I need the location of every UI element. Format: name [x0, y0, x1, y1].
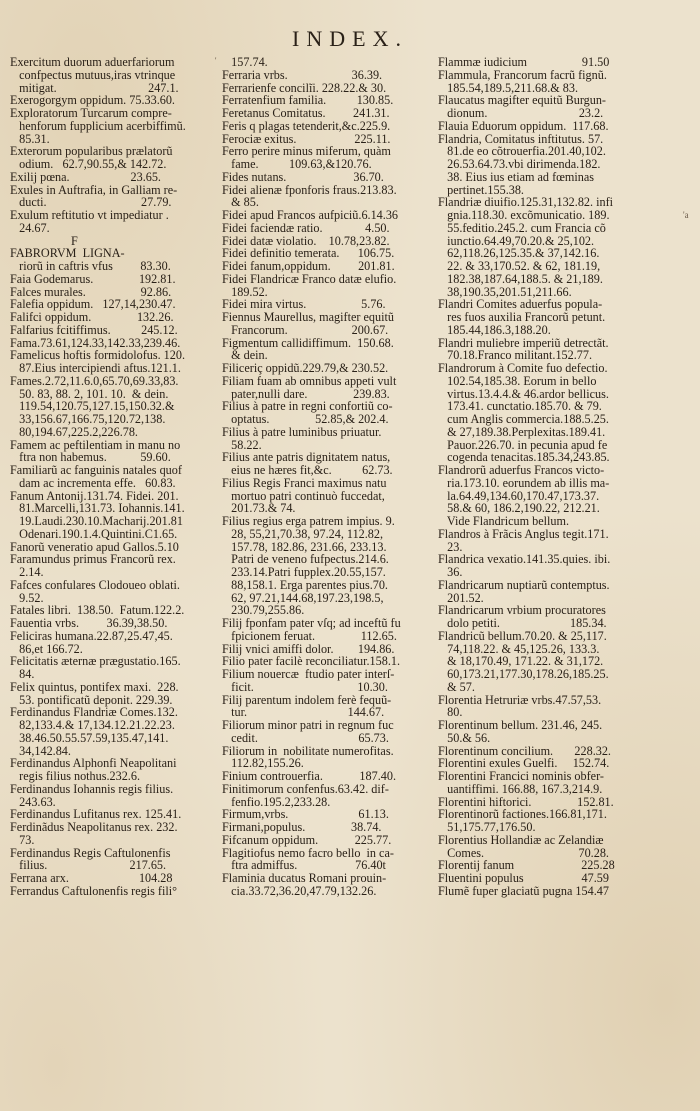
index-entry-line: odium. 62.7,90.55,& 142.72.	[10, 157, 167, 171]
index-entry-line: Odenari.190.1.4.Quintini.C1.65.	[10, 526, 178, 541]
index-entry-line: Falfarius fcitiffimus. 245.12.	[10, 322, 178, 337]
index-entry-line: 23.	[438, 539, 463, 554]
index-entry-line: Ferratenfium familia. 130.85.	[222, 93, 394, 108]
index-entry-line: Flandricarum vrbium procuratores	[438, 603, 606, 618]
index-entry-line: Ferdinãdus Neapolitanus rex. 232.	[10, 820, 178, 834]
index-entry-line: 73.	[10, 832, 35, 847]
index-entry-line: 189.52.	[222, 284, 268, 299]
index-entry-line: 243.63.	[10, 794, 56, 809]
index-entry-line: pater,nulli dare. 239.83.	[222, 386, 390, 401]
index-entry-line: 74,118.22. & 45,125.26, 133.3.	[438, 641, 600, 656]
index-entry-line: mitigat. 247.1.	[10, 80, 179, 95]
index-entry-line: riorũ in caftris vfus 83.30.	[10, 259, 171, 273]
index-entry-line: Flandriæ diuifio.125.31,132.82. infi	[438, 195, 614, 210]
index-entry-line: 185.54,189.5,211.68.& 83.	[438, 80, 579, 95]
index-entry-line: Florentia Hetruriæ vrbs.47.57,53.	[438, 692, 602, 707]
index-entry-line: Feris q plagas tetenderit,&c.225.9.	[222, 118, 391, 133]
index-entry-line: Flandrica vexatio.141.35.quies. ibi.	[438, 552, 611, 567]
index-entry-line: Finitimorum confenfus.63.42. dif-	[222, 781, 389, 796]
index-entry-line: Filius Regis Franci maximus natu	[222, 475, 387, 490]
index-entry-line: Flagitiofus nemo facro bello in ca-	[222, 845, 394, 860]
margin-mark: 'a	[683, 210, 689, 220]
index-entry-line: & 85.	[222, 195, 259, 210]
index-entry-line: Francorum. 200.67.	[222, 322, 389, 337]
index-entry-line: 22. & 33,170.52. & 62, 181.19,	[438, 259, 601, 273]
index-entry-line: 51,175.77,176.50.	[438, 820, 536, 834]
index-entry-line: 58.& 60, 186.2,190.22, 212.21.	[438, 501, 600, 516]
index-entry-line: cogenda tenacitas.185.34,243.85.	[438, 450, 610, 465]
index-entry-line: Finium controuerfia. 187.40.	[222, 769, 396, 783]
index-entry-line: 38.46.50.55.57.59,135.47,141.	[10, 730, 169, 745]
index-entry-line: Ferdinandus Lufitanus rex. 125.41.	[10, 807, 182, 822]
index-entry-line: filius. 217.65.	[10, 858, 167, 873]
index-entry-line: ftra admiffus. 76.40t	[222, 858, 386, 873]
index-entry-line: Flandricũ bellum.70.20. & 25,117.	[438, 628, 607, 643]
index-entry-line: 19.Laudi.230.10.Macharij.201.81	[10, 514, 183, 528]
index-entry-line: 28, 55,21,70.38, 97.24, 112.82,	[222, 526, 384, 541]
index-entry-line: 201.52.	[438, 590, 484, 605]
index-entry-line: 50.& 56.	[438, 730, 491, 745]
index-entry-line: Flaucatus magifter equitũ Burgun-	[438, 93, 606, 108]
index-entry-line: Ferraria vrbs. 36.39.	[222, 67, 383, 82]
index-entry-line: 55.feditio.245.2. cum Francia cõ	[438, 220, 606, 235]
index-entry-line: Filius à patre luminibus priuatur.	[222, 424, 382, 439]
index-entry-line: Flandria, Comitatus inftitutus. 57.	[438, 131, 604, 146]
index-entry-line: 9.52.	[10, 590, 44, 605]
index-entry-line: Fidei fanum,oppidum. 201.81.	[222, 259, 395, 273]
index-entry-line: Firmani,populus. 38.74.	[222, 820, 382, 834]
index-entry-line: 33,156.67,166.75,120.72,138.	[10, 412, 166, 426]
index-entry-line: Filio pater facilè reconciliatur.158.1.	[222, 654, 401, 669]
index-entry-line: Flandrorũ aduerfus Francos victo-	[438, 463, 605, 477]
page-marker: '	[215, 56, 217, 65]
index-entry-line: Filij parentum indolem ferè fequũ-	[222, 692, 392, 707]
index-entry-line: 24.67.	[10, 220, 50, 235]
index-entry-line: Comes. 70.28.	[438, 845, 609, 860]
index-entry-line: 233.14.Patri fupplex.20.55,157.	[222, 565, 386, 579]
index-entry-line: Feretanus Comitatus. 241.31.	[222, 106, 390, 120]
index-entry-line: Filius ante patris dignitatem natus,	[222, 450, 391, 465]
index-entry-line: 70.18.Franco militant.152.77.	[438, 348, 593, 363]
index-entry-line: Ferdinandus Flandriæ Comes.132.	[10, 705, 178, 720]
index-entry-line: mortuo patri continuò fuccedat,	[222, 488, 385, 503]
index-entry-line: FABRORVM LIGNA-	[10, 246, 125, 261]
index-entry-line: Exterorum popularibus prælatorũ	[10, 144, 173, 159]
index-entry-line: Exploratorum Turcarum compre-	[10, 106, 172, 120]
index-entry-line: Felix quintus, pontifex maxi. 228.	[10, 679, 179, 694]
index-entry-line: Exilij pœna. 23.65.	[10, 169, 161, 184]
index-entry-line: Exules in Auftrafia, in Galliam re-	[10, 182, 178, 197]
index-entry-line: Flauia Eduorum oppidum. 117.68.	[438, 118, 609, 133]
index-entry-line: Faramundus primus Francorũ rex.	[10, 552, 176, 567]
index-entry-line: Florentini hiftorici. 152.81.	[438, 794, 614, 809]
index-entry-line: Exulum reftitutio vt impediatur .	[10, 208, 169, 222]
index-entry-line: Filiam fuam ab omnibus appeti vult	[222, 373, 397, 388]
index-entry-line: 26.53.64.73.vbi dirimenda.182.	[438, 157, 601, 171]
page-title: INDEX.	[292, 26, 408, 51]
index-entry-line: Florentini Francici nominis obfer-	[438, 769, 604, 783]
index-entry-line: Fides nutans. 36.70.	[222, 169, 384, 184]
index-entry-line: Fidei apud Francos aufpiciũ.6.14.36	[222, 208, 399, 222]
index-entry-line: cedit. 65.73.	[222, 730, 389, 745]
index-entry-line: Feliciras humana.22.87,25.47,45.	[10, 628, 173, 643]
index-entry-line: Fama.73.61,124.33,142.33,239.46.	[10, 335, 181, 350]
index-entry-line: ducti. 27.79.	[10, 195, 172, 210]
index-entry-line: Fidei mira virtus. 5.76.	[222, 297, 386, 312]
index-entry-line: 81.de eo cõtrouerfia.201.40,102.	[438, 144, 606, 159]
index-entry-line: Ferdinandus Iohannis regis filius.	[10, 781, 174, 796]
index-entry-line: la.64.49,134.60,170.47,173.37.	[438, 488, 600, 503]
index-entry-line: 60,173.21,177.30,178.26,185.25.	[438, 667, 609, 681]
index-entry-line: & dein.	[222, 348, 268, 363]
index-entry-line: 36.	[438, 565, 463, 579]
index-entry-line: 182.38,187.64,188.5. & 21,189.	[438, 271, 603, 286]
index-entry-line: 62, 97.21,144.68,197.23,198.5,	[222, 590, 384, 605]
index-entry-line: fame. 109.63,&120.76.	[222, 157, 372, 171]
index-entry-line: Ferdinandus Regis Caftulonenfis	[10, 845, 171, 860]
index-entry-line: Familiarũ ac fanguinis natales quof	[10, 463, 182, 477]
index-entry-line: Florentinum bellum. 231.46, 245.	[438, 718, 603, 732]
index-entry-line: Ferociæ exitus. 225.11.	[222, 131, 391, 146]
index-entry-line: 119.54,120.75,127.15,150.32.&	[10, 399, 175, 414]
index-entry-line: confpectus mutuus,iras vtrinque	[10, 67, 176, 82]
index-entry-line: regis filius nothus.232.6.	[10, 769, 140, 783]
index-entry-line: 102.54,185.38. Eorum in bello	[438, 373, 597, 388]
index-entry-line: 2.14.	[10, 565, 44, 579]
index-entry-line: Fanum Antonij.131.74. Fidei. 201.	[10, 488, 179, 503]
index-entry-line: 88,158.1. Erga parentes pius.70.	[222, 577, 388, 592]
index-entry-line: Filius regius erga patrem impius. 9.	[222, 514, 395, 528]
index-entry-line: tur. 144.67.	[222, 705, 385, 720]
index-entry-line: F	[10, 233, 78, 248]
index-entry-line: 80,194.67,225.2,226.78.	[10, 424, 138, 439]
index-entry-line: Fames.2.72,11.6.0,65.70,69.33,83.	[10, 373, 179, 388]
index-entry-line: Fiennus Maurellus, magifter equitũ	[222, 310, 394, 324]
index-entry-line: 80.	[438, 705, 463, 720]
index-entry-line: Felicitatis æternæ prægustatio.165.	[10, 654, 181, 669]
index-entry-line: Florentini exules Guelfi. 152.74.	[438, 756, 610, 771]
index-entry-line: Florentinum concilium. 228.32.	[438, 743, 611, 758]
index-entry-line: 50. 83, 88. 2, 101. 10. & dein.	[10, 386, 169, 401]
index-entry-line: Ferrana arx. 104.28	[10, 871, 173, 885]
index-entry-line: 173.41. cunctatio.185.70. & 79.	[438, 399, 602, 414]
index-entry-line: Exercitum duorum aduerfariorum	[10, 55, 175, 69]
index-entry-line: Flandricarum nuptiarũ contemptus.	[438, 577, 610, 592]
index-entry-line: virtus.13.4.4.& 46.ardor bellicus.	[438, 386, 609, 401]
index-entry-line: Ferrarienfe concilĩi. 228.22.& 30.	[222, 80, 387, 95]
index-entry-line: fpicionem feruat. 112.65.	[222, 628, 397, 643]
index-entry-line: Flumẽ fuper glaciatũ pugna 154.47	[438, 883, 609, 898]
index-entry-line: Flandrorum à Comite fuo defectio.	[438, 361, 608, 375]
index-entry-line: Pauor.226.70. in pecunia apud fe	[438, 437, 608, 452]
index-entry-line: 230.79,255.86.	[222, 603, 305, 618]
index-entry-line: ftra non habemus. 59.60.	[10, 450, 171, 465]
index-entry-line: 58.22.	[222, 437, 262, 452]
index-entry-line: Exerogorgym oppidum. 75.33.60.	[10, 93, 175, 108]
index-entry-line: Filiceriç oppidũ.229.79,& 230.52.	[222, 361, 389, 375]
index-entry-line: Falifci oppidum. 132.26.	[10, 310, 174, 324]
index-entry-line: gnia.118.30. excõmunicatio. 189.	[438, 208, 610, 222]
index-entry-line: 185.44,186.3,188.20.	[438, 322, 551, 337]
index-entry-line: Filiorum minor patri in regnum fuc	[222, 718, 394, 732]
index-entry-line: fenfio.195.2,233.28.	[222, 794, 331, 809]
index-entry-line: Flammæ iudicium 91.50	[438, 55, 610, 69]
index-entry-line: Falefia oppidum. 127,14,230.47.	[10, 297, 176, 312]
index-entry-line: dolo petiti. 185.34.	[438, 616, 607, 630]
index-entry-line: & 18,170.49, 171.22. & 31,172.	[438, 654, 604, 669]
index-column-3	[438, 56, 634, 898]
index-entry-line: dionum. 23.2.	[438, 106, 604, 120]
index-entry-line: Fauentia vrbs. 36.39,38.50.	[10, 616, 168, 630]
index-entry-line: Flammula, Francorum facrũ fignũ.	[438, 67, 607, 82]
index-entry-line: 85.31.	[10, 131, 50, 146]
index-entry-line: Fidei Flandricæ Franco datæ elufio.	[222, 271, 397, 286]
index-entry-line: uantiffimi. 166.88, 167.3,214.9.	[438, 781, 603, 796]
index-entry-line: 38,190.35,201.51,211.66.	[438, 284, 572, 299]
index-entry-line: Flandri muliebre imperiũ detrectãt.	[438, 335, 609, 350]
index-entry-line: Falces murales. 92.86.	[10, 284, 172, 299]
index-entry-line: & 27,189.38.Perplexitas.189.41.	[438, 424, 606, 439]
index-entry-line: 53. pontificatũ deponit. 229.39.	[10, 692, 173, 707]
index-column-2	[222, 56, 428, 898]
index-entry-line: Patri de veneno fufpectus.214.6.	[222, 552, 389, 567]
index-entry-line: optatus. 52.85,& 202.4.	[222, 412, 389, 426]
index-entry-line: Filius à patre in regni confortiũ co-	[222, 399, 393, 414]
index-entry-line: Faia Godemarus. 192.81.	[10, 271, 176, 286]
index-entry-line: Famem ac peftilentiam in manu no	[10, 437, 181, 452]
index-entry-line: ficit. 10.30.	[222, 679, 388, 694]
index-entry-line: iunctio.64.49,70.20.& 25,102.	[438, 233, 595, 248]
index-entry-line: Filiorum in nobilitate numerofitas.	[222, 743, 394, 758]
index-entry-line: Fanorũ veneratio apud Gallos.5.10	[10, 539, 179, 554]
index-entry-line: henforum fupplicium acerbiffimũ.	[10, 118, 186, 133]
index-entry-line: & 57.	[438, 679, 475, 694]
index-entry-line: Ferdinandus Alphonfi Neapolitani	[10, 756, 177, 771]
index-entry-line: Figmentum callidiffimum. 150.68.	[222, 335, 394, 350]
index-entry-line: ria.173.10. eorundem ab illis ma-	[438, 475, 610, 490]
index-column-1	[10, 56, 212, 898]
index-entry-line: Famelicus hoftis formidolofus. 120.	[10, 348, 186, 363]
index-entry-line: 157.78, 182.86, 231.66, 233.13.	[222, 539, 387, 554]
index-entry-line: 86,et 166.72.	[10, 641, 83, 656]
index-entry-line: 112.82,155.26.	[222, 756, 304, 771]
index-entry-line: Flandri Comites aduerfus popula-	[438, 297, 603, 312]
index-entry-line: Filij vnici amiffi dolor. 194.86.	[222, 641, 395, 656]
index-entry-line: Florentius Hollandiæ ac Zelandiæ	[438, 832, 604, 847]
index-entry-line: dam ac incrementa effe. 60.83.	[10, 475, 176, 490]
index-entry-line: 87.Eius intercipiendi aftus.121.1.	[10, 361, 181, 375]
index-entry-line: 157.74.	[222, 55, 268, 69]
index-entry-line: Ferro perire minus miferum, quàm	[222, 144, 391, 159]
index-entry-line: Fatales libri. 138.50. Fatum.122.2.	[10, 603, 185, 618]
index-entry-line: cum Anglis commercia.188.5.25.	[438, 412, 609, 426]
index-entry-line: pertinet.155.38.	[438, 182, 524, 197]
index-entry-line: Fidei definitio temerata. 106.75.	[222, 246, 395, 261]
index-entry-line: Fifcanum oppidum. 225.77.	[222, 832, 392, 847]
index-entry-line: 84.	[10, 667, 35, 681]
index-entry-line: cia.33.72,36.20,47.79,132.26.	[222, 883, 377, 898]
index-entry-line: Florentinorũ factiones.166.81,171.	[438, 807, 607, 822]
index-entry-line: 62,118.26,125.35.& 37,142.16.	[438, 246, 600, 261]
index-entry-line: Fidei faciendæ ratio. 4.50.	[222, 220, 390, 235]
index-entry-line: 201.73.& 74.	[222, 501, 296, 516]
index-entry-line: 81.Marcelli,131.73. Iohannis.141.	[10, 501, 185, 516]
index-entry-line: Fluentini populus 47.59	[438, 871, 609, 885]
index-entry-line: Firmum,vrbs. 61.13.	[222, 807, 389, 822]
index-entry-line: Vide Flandricum bellum.	[438, 514, 570, 528]
index-entry-line: Fafces confulares Clodoueo oblati.	[10, 577, 180, 592]
index-entry-line: 38. Eius ius etiam ad fœminas	[438, 169, 595, 184]
index-entry-line: eius ne hæres fit,&c. 62.73.	[222, 463, 393, 477]
index-entry-line: 82,133.4.& 17,134.12.21.22.23.	[10, 718, 175, 732]
index-entry-line: Fidei alienæ fponforis fraus.213.83.	[222, 182, 397, 197]
index-entry-line: Flandros à Frãcis Anglus tegit.171.	[438, 526, 609, 541]
index-entry-line: 34,142.84.	[10, 743, 71, 758]
index-entry-line: Filium nouercæ ftudio pater interſ-	[222, 667, 395, 681]
index-entry-line: Florentij fanum 225.28	[438, 858, 615, 873]
index-entry-line: Flaminia ducatus Romani prouin-	[222, 871, 387, 885]
index-entry-line: Filij fponfam pater vſq; ad inceftũ fu	[222, 616, 401, 630]
index-entry-line: res fuos auxilia Francorũ petunt.	[438, 310, 606, 324]
index-entry-line: Ferrandus Caftulonenfis regis fili°	[10, 883, 178, 898]
index-entry-line: Fidei datæ violatio. 10.78,23.82.	[222, 233, 390, 248]
